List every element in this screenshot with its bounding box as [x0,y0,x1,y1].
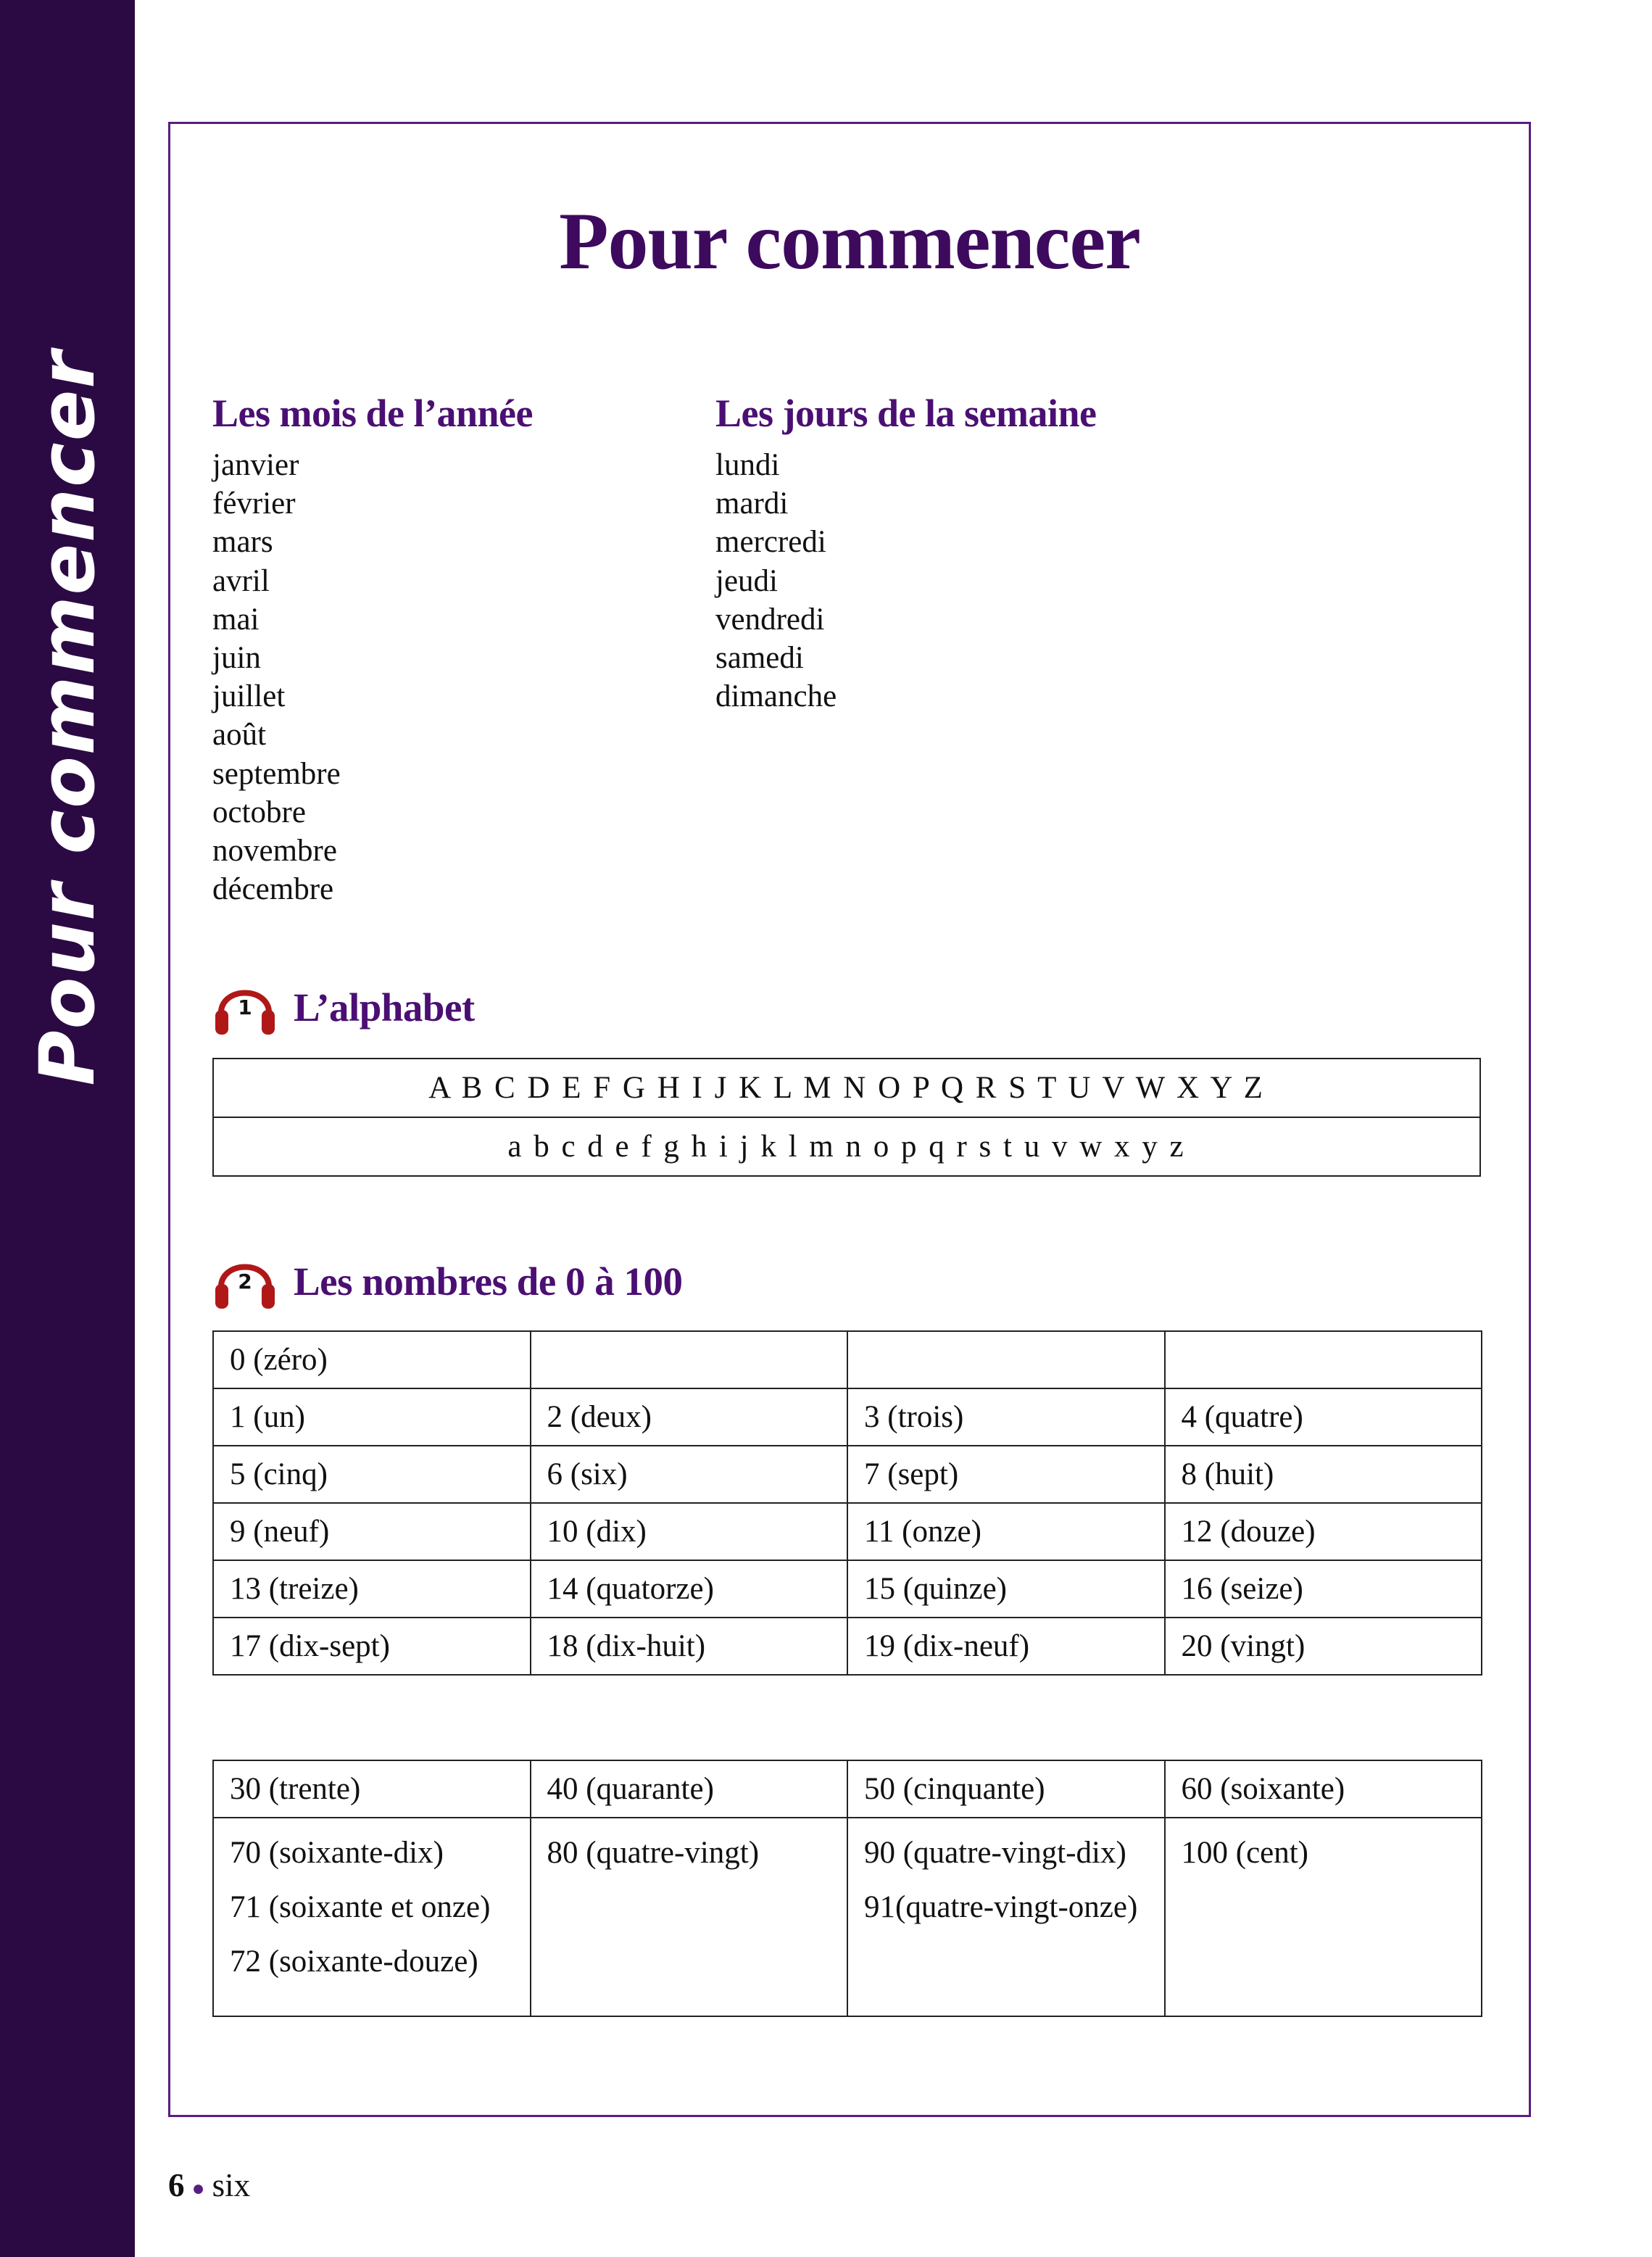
number-entry: 80 (quatre-vingt) [547,1836,760,1870]
table-row [213,1560,1482,1618]
table-cell [1165,1818,1482,2016]
sidebar [0,0,135,2257]
table-cell: 19 (dix-neuf) [847,1618,1165,1675]
bullet-icon: ● [191,2176,205,2200]
table-cell: 20 (vingt) [1165,1618,1482,1675]
track-number: 1 [238,995,252,1019]
number-entry: 71 (soixante et onze) [230,1890,491,1924]
table-cell: 1 (un) [213,1388,531,1446]
list-item: jeudi [715,563,778,598]
headphones-icon[interactable] [212,1245,278,1317]
table-cell: 8 (huit) [1165,1446,1482,1503]
table-cell: 14 (quatorze) [531,1560,848,1618]
sidebar-title: Pour commencer [23,349,112,1086]
days-list [715,446,837,716]
table-cell: 7 (sept) [847,1446,1165,1503]
table-cell: 15 (quinze) [847,1560,1165,1618]
numbers-heading [212,1245,682,1317]
table-cell [531,1818,848,2016]
table-cell: 12 (douze) [1165,1503,1482,1560]
list-item: mardi [715,486,789,521]
number-entry: 100 (cent) [1181,1836,1309,1870]
table-cell: 13 (treize) [213,1560,531,1618]
number-entry: 70 (soixante-dix) [230,1836,444,1870]
table-cell: 10 (dix) [531,1503,848,1560]
table-row [213,1059,1480,1117]
table-cell: 5 (cinq) [213,1446,531,1503]
days-heading: Les jours de la semaine [715,392,1097,435]
list-item: samedi [715,640,804,675]
table-row [213,1760,1482,1818]
table-cell: 16 (seize) [1165,1560,1482,1618]
table-cell [847,1818,1165,2016]
page-word: six [212,2167,251,2203]
table-row [213,1818,1482,2016]
lowercase-letters: a b c d e f g h i j k l m n o p q r s t u v w x y z [213,1117,1480,1176]
list-item: mai [212,602,260,637]
table-cell: 60 (soixante) [1165,1760,1482,1818]
page-footer [168,2166,250,2204]
page-number: 6 [168,2167,185,2203]
number-entry: 91(quatre-vingt-onze) [864,1890,1138,1924]
list-item: août [212,718,267,753]
list-item: lundi [715,448,780,482]
table-row [213,1388,1482,1446]
track-number: 2 [238,1270,252,1293]
alphabet-heading [212,971,475,1043]
table-cell [213,1818,531,2016]
table-cell: 40 (quarante) [531,1760,848,1818]
months-heading: Les mois de l’année [212,392,533,435]
list-item: vendredi [715,602,825,637]
table-cell: 9 (neuf) [213,1503,531,1560]
list-item: février [212,486,296,521]
table-cell [531,1331,848,1388]
page-title: Pour commencer [559,196,1140,286]
number-entry: 90 (quatre-vingt-dix) [864,1836,1126,1870]
numbers-table-30-100 [212,1760,1482,2017]
table-cell [1165,1331,1482,1388]
numbers-table-0-20 [212,1330,1482,1676]
table-cell: 50 (cinquante) [847,1760,1165,1818]
list-item: dimanche [715,679,837,714]
list-item: octobre [212,795,306,829]
table-cell: 0 (zéro) [213,1331,531,1388]
table-cell: 2 (deux) [531,1388,848,1446]
list-item: mars [212,525,273,560]
months-list [212,446,341,908]
list-item: décembre [212,872,334,907]
table-cell: 18 (dix-huit) [531,1618,848,1675]
list-item: septembre [212,756,341,791]
table-row [213,1331,1482,1388]
numbers-title: Les nombres de 0 à 100 [294,1259,683,1304]
list-item: mercredi [715,525,826,560]
list-item: juillet [212,679,286,714]
list-item: avril [212,563,270,598]
table-cell: 30 (trente) [213,1760,531,1818]
number-entry: 72 (soixante-douze) [230,1945,478,1979]
table-cell: 17 (dix-sept) [213,1618,531,1675]
table-row [213,1503,1482,1560]
table-row [213,1446,1482,1503]
table-row [213,1117,1480,1176]
table-cell: 6 (six) [531,1446,848,1503]
table-cell [847,1331,1165,1388]
content-frame [168,122,1531,2117]
list-item: juin [212,640,261,675]
list-item: janvier [212,448,299,482]
headphones-icon[interactable] [212,971,278,1043]
uppercase-letters: A B C D E F G H I J K L M N O P Q R S T U V W X Y Z [213,1059,1480,1117]
alphabet-title: L’alphabet [294,985,475,1030]
table-row [213,1618,1482,1675]
table-cell: 3 (trois) [847,1388,1165,1446]
table-cell: 4 (quatre) [1165,1388,1482,1446]
alphabet-table [212,1058,1481,1177]
list-item: novembre [212,833,337,868]
table-cell: 11 (onze) [847,1503,1165,1560]
